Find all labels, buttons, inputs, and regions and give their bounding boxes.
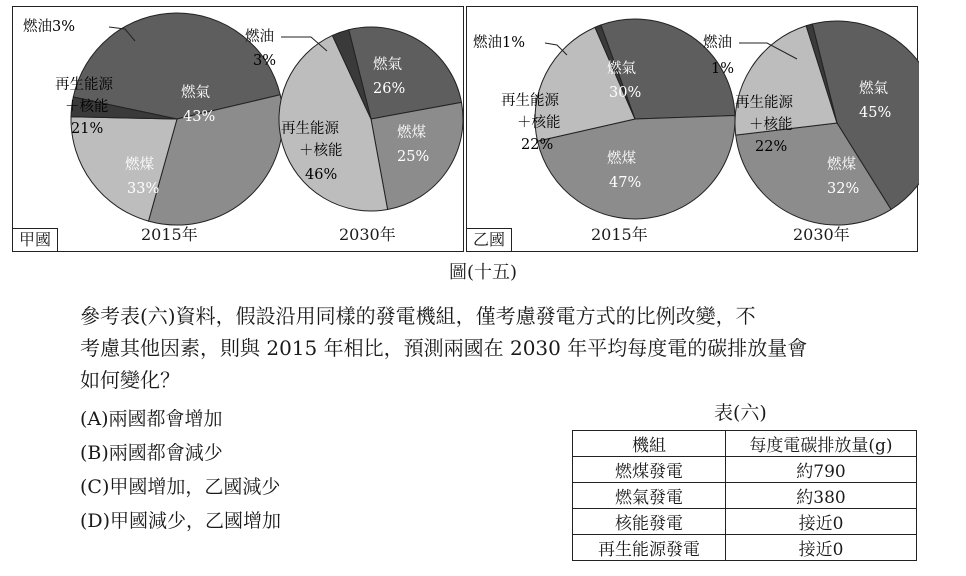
pie-charts-country-a	[13, 7, 465, 253]
slice-label-oil-2015a: 燃油3%	[23, 19, 76, 35]
table-row	[573, 483, 917, 509]
slice-label-renew-2015a: 再生能源	[55, 77, 113, 93]
slice-label-coal-2015a: 燃煤	[125, 157, 154, 173]
slice-value-renew-2015a: 21%	[71, 121, 104, 137]
slice-value-oil-2030a: 3%	[253, 53, 277, 69]
table-row	[573, 457, 917, 483]
table-header-unit: 機組	[573, 431, 726, 457]
option-b[interactable]: (B)兩國都會減少	[80, 442, 223, 464]
slice-value-gas-2015a: 43%	[183, 109, 216, 125]
emission-table	[572, 430, 917, 561]
year-label-2015b: 2015年	[591, 225, 648, 244]
slice-label-renew2-2015a: ＋核能	[65, 99, 109, 115]
figure-caption: 圖(十五)	[448, 262, 518, 283]
panel-country-a	[12, 6, 464, 252]
slice-label-renew2-2030b: ＋核能	[749, 117, 793, 133]
year-label-2015a: 2015年	[141, 225, 198, 244]
slice-label-oil-2015b: 燃油1%	[473, 35, 526, 51]
pie-charts-country-b	[467, 7, 919, 253]
slice-label-coal-2030b: 燃煤	[827, 157, 856, 173]
table-cell: 接近0	[726, 509, 917, 535]
slice-value-gas-2030a: 26%	[373, 81, 406, 97]
slice-value-coal-2030a: 25%	[397, 149, 430, 165]
table-cell: 約380	[726, 483, 917, 509]
slice-label-oil-2030a: 燃油	[245, 29, 274, 45]
slice-label-oil-2030b: 燃油	[703, 35, 732, 51]
country-tag-b: 乙國	[466, 228, 512, 252]
slice-value-coal-2015b: 47%	[609, 175, 642, 191]
country-tag-a: 甲國	[12, 228, 58, 252]
slice-label-renew2-2030a: ＋核能	[299, 143, 343, 159]
slice-value-gas-2015b: 30%	[609, 85, 642, 101]
slice-label-coal-2030a: 燃煤	[397, 125, 426, 141]
slice-label-renew-2030b: 再生能源	[735, 95, 793, 111]
slice-value-coal-2030b: 32%	[827, 181, 860, 197]
slice-label-coal-2015b: 燃煤	[607, 151, 636, 167]
table-row	[573, 535, 917, 561]
slice-value-coal-2015a: 33%	[127, 181, 160, 197]
table-header-emission: 每度電碳排放量(g)	[726, 431, 917, 457]
slice-value-oil-2030b: 1%	[711, 61, 735, 77]
slice-label-gas-2030b: 燃氣	[859, 81, 888, 97]
slice-label-renew-2030a: 再生能源	[281, 121, 339, 137]
option-c[interactable]: (C)甲國增加，乙國減少	[80, 476, 281, 498]
question-line-2: 考慮其他因素，則與 2015 年相比，預測兩國在 2030 年平均每度電的碳排放量會	[80, 336, 808, 360]
slice-label-gas-2030a: 燃氣	[373, 57, 402, 73]
option-d[interactable]: (D)甲國減少，乙國增加	[80, 510, 282, 532]
table-cell: 約790	[726, 457, 917, 483]
slice-value-renew-2015b: 22%	[521, 137, 554, 153]
slice-value-renew-2030a: 46%	[305, 167, 338, 183]
table-cell: 燃氣發電	[573, 483, 726, 509]
slice-value-gas-2030b: 45%	[859, 105, 892, 121]
question-line-3: 如何變化？	[80, 368, 180, 392]
question-text	[80, 300, 950, 396]
table-cell: 接近0	[726, 535, 917, 561]
table-cell: 核能發電	[573, 509, 726, 535]
table-title: 表(六)	[714, 402, 767, 424]
year-label-2030b: 2030年	[793, 225, 850, 244]
question-line-1: 參考表(六)資料，假設沿用同樣的發電機組，僅考慮發電方式的比例改變，不	[80, 304, 756, 328]
table-cell: 再生能源發電	[573, 535, 726, 561]
table-header-row	[573, 431, 917, 457]
option-a[interactable]: (A)兩國都會增加	[80, 408, 223, 430]
table-cell: 燃煤發電	[573, 457, 726, 483]
slice-label-gas-2015a: 燃氣	[181, 85, 210, 101]
slice-label-renew2-2015b: ＋核能	[517, 115, 561, 131]
year-label-2030a: 2030年	[339, 225, 396, 244]
table-row	[573, 509, 917, 535]
slice-label-renew-2015b: 再生能源	[501, 93, 559, 109]
panel-country-b	[466, 6, 918, 252]
slice-label-gas-2015b: 燃氣	[607, 61, 636, 77]
slice-value-renew-2030b: 22%	[755, 139, 788, 155]
